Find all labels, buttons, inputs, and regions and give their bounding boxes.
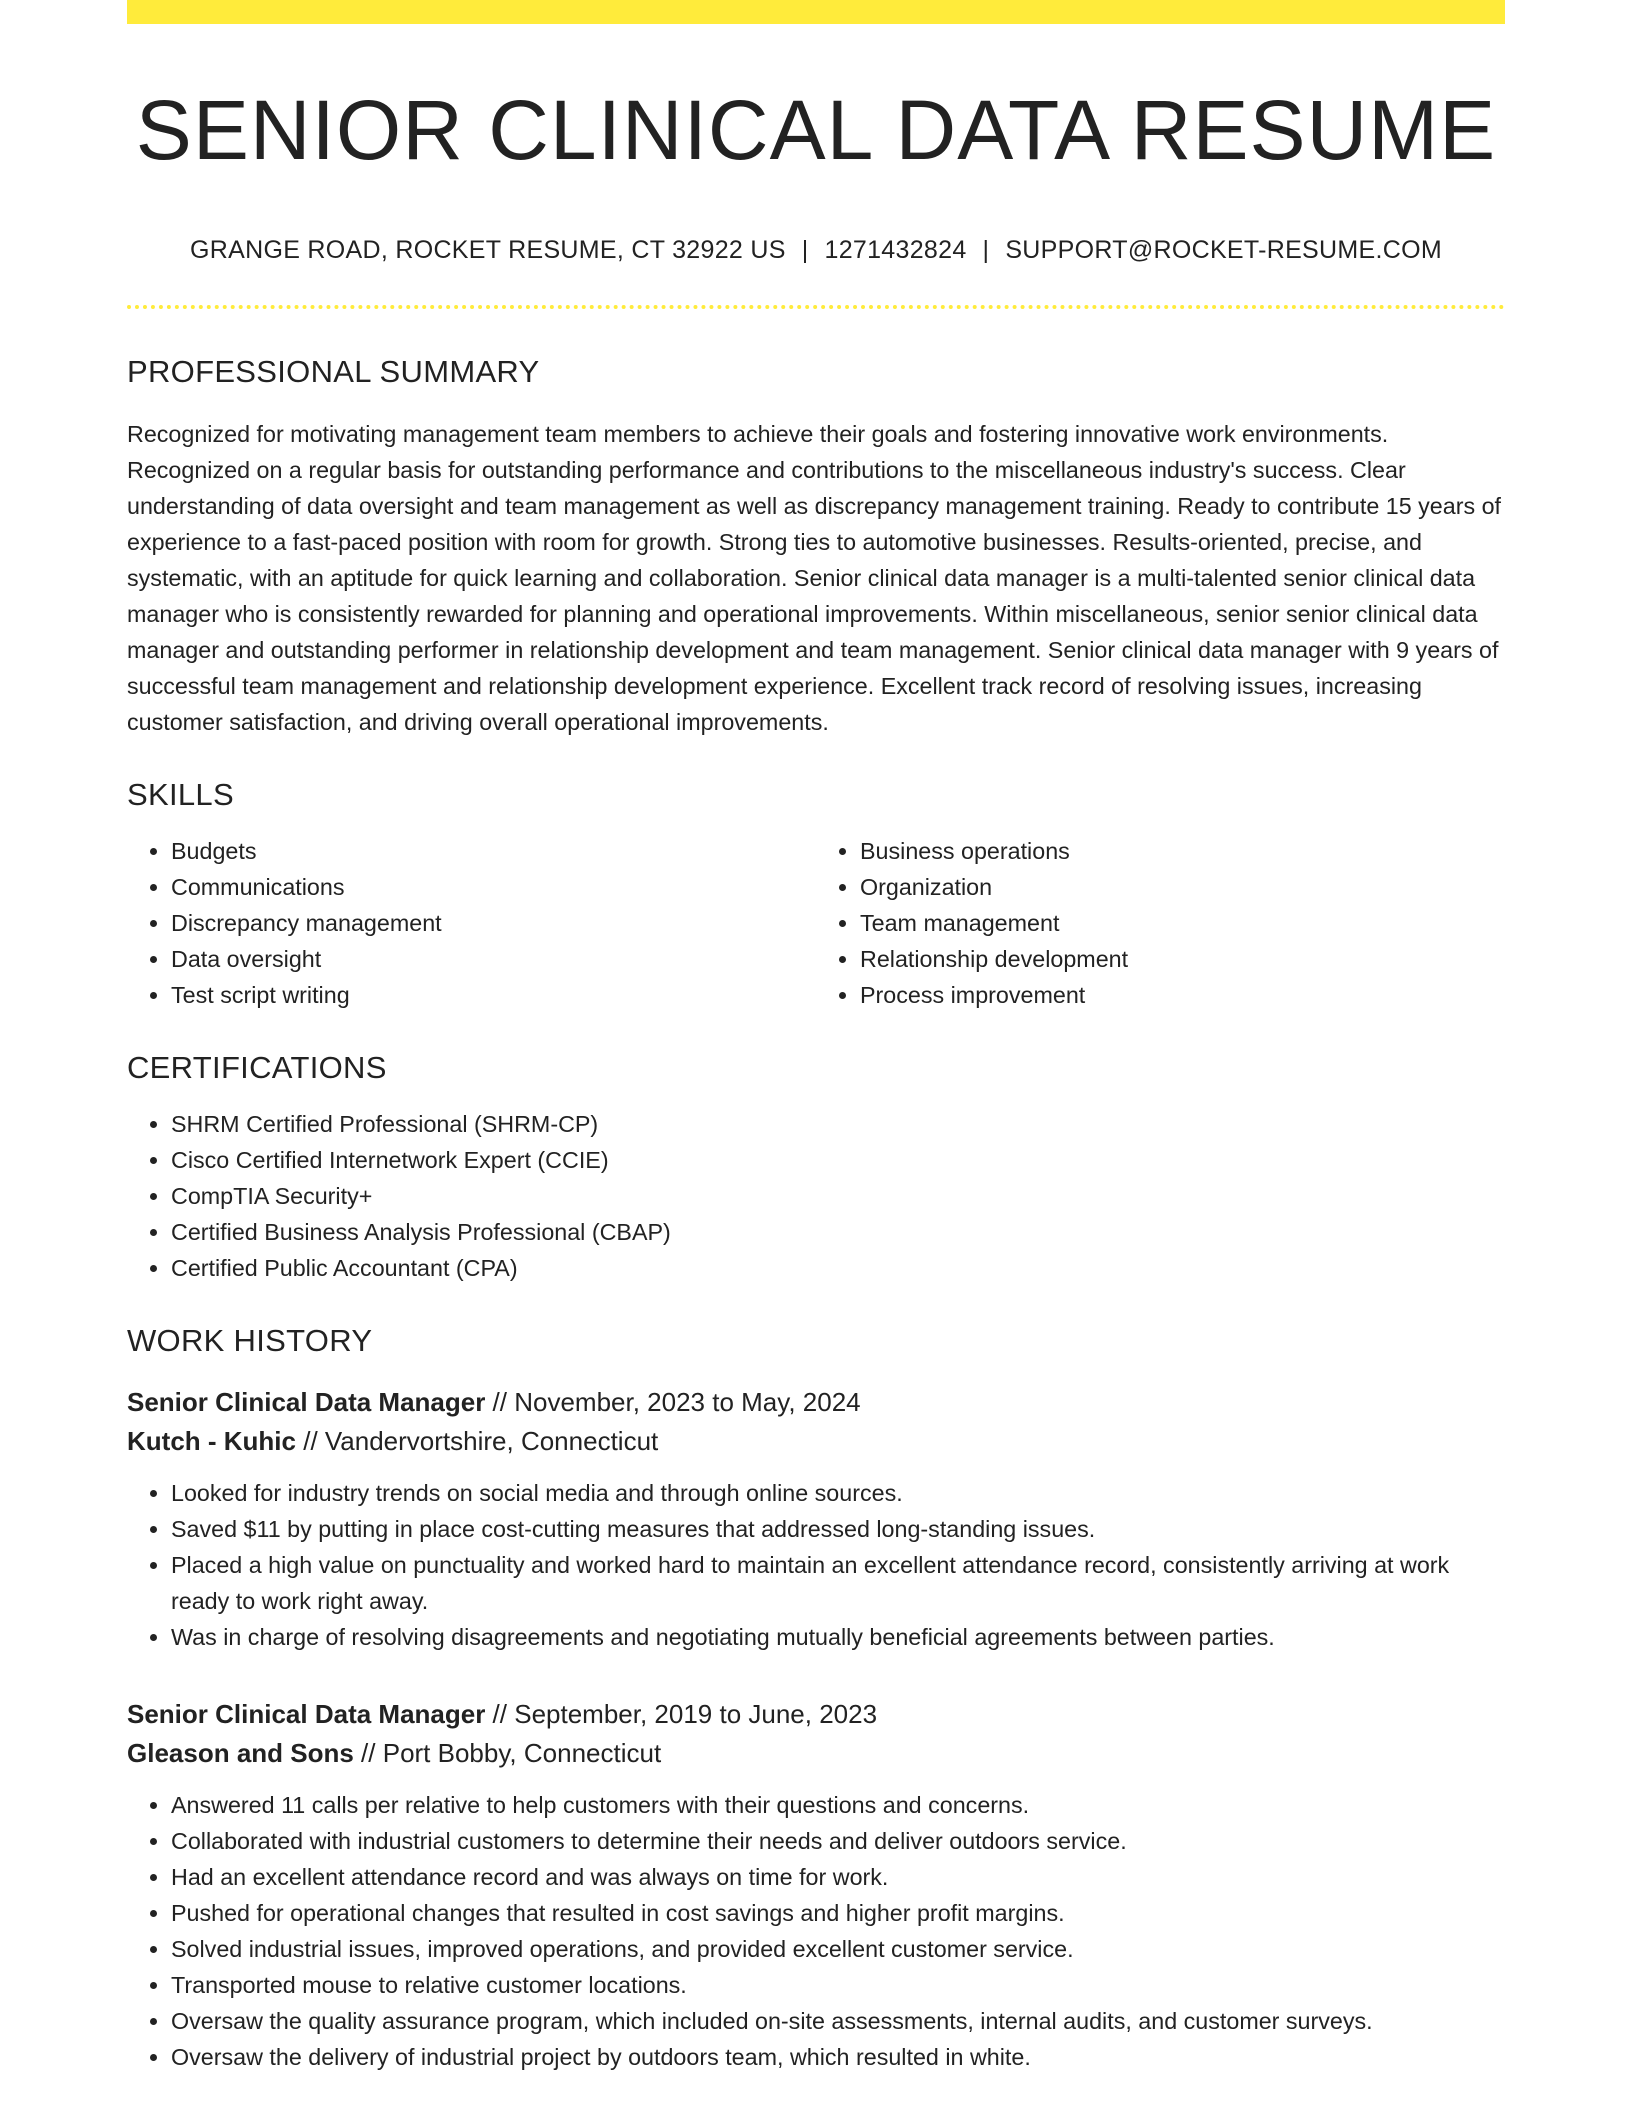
skills-list-right bbox=[816, 833, 1505, 1013]
skills-column-left bbox=[127, 813, 816, 1013]
job-role-line bbox=[127, 1695, 1505, 1734]
certification-item: • Cisco Certified Internetwork Expert (CCIE) bbox=[171, 1142, 1505, 1178]
job-company: Kutch - Kuhic bbox=[127, 1426, 296, 1457]
skill-item: • Team management bbox=[860, 905, 1505, 941]
contact-line bbox=[127, 236, 1505, 265]
job-bullets bbox=[127, 1475, 1505, 1655]
email: SUPPORT@ROCKET-RESUME.COM bbox=[1005, 236, 1442, 265]
job-company-line bbox=[127, 1422, 1505, 1461]
certification-item: • Certified Business Analysis Professional (CBAP) bbox=[171, 1214, 1505, 1250]
certification-item: • SHRM Certified Professional (SHRM-CP) bbox=[171, 1106, 1505, 1142]
summary-heading: PROFESSIONAL SUMMARY bbox=[127, 354, 540, 390]
job-bullet: • Oversaw the delivery of industrial project by outdoors team, which resulted in white. bbox=[171, 2039, 1505, 2075]
work-history-heading: WORK HISTORY bbox=[127, 1322, 373, 1358]
job-role-line bbox=[127, 1383, 1505, 1422]
skills-heading: SKILLS bbox=[127, 776, 234, 812]
job-bullet: • Saved $11 by putting in place cost-cutting measures that addressed long-standing issues. bbox=[171, 1511, 1505, 1547]
job-bullet: • Placed a high value on punctuality and worked hard to maintain an excellent attendance record, consistently arriving at work ready to work right away. bbox=[171, 1547, 1505, 1619]
job-bullet: • Looked for industry trends on social media and through online sources. bbox=[171, 1475, 1505, 1511]
job-company: Gleason and Sons bbox=[127, 1738, 354, 1769]
summary-text: Recognized for motivating management team members to achieve their goals and fostering innovative work environments. Recognized on a regular basis for outstanding performance and contributions to the miscellaneous industry's success. Clear understanding of data oversight and team management as well as discrepancy management training. Ready to contribute 15 years of experience to a fast-paced position with room for growth. Strong ties to automotive businesses. Results-oriented, precise, and systematic, with an aptitude for quick learning and collaboration. Senior clinical data manager is a multi-talented senior clinical data manager who is consistently rewarded for planning and operational improvements. Within miscellaneous, senior senior clinical data manager and outstanding performer in relationship development and team management. Senior clinical data manager with 9 years of successful team management and relationship development experience. Excellent track record of resolving issues, increasing customer satisfaction, and driving overall operational improvements. bbox=[127, 420, 1502, 735]
job-bullet: • Collaborated with industrial customers to determine their needs and deliver outdoors service. bbox=[171, 1823, 1505, 1859]
job-bullet: • Transported mouse to relative customer locations. bbox=[171, 1967, 1505, 2003]
phone: 1271432824 bbox=[824, 236, 967, 265]
job-company-line bbox=[127, 1734, 1505, 1773]
skill-item: • Budgets bbox=[171, 833, 816, 869]
job-bullet: • Was in charge of resolving disagreements and negotiating mutually beneficial agreements between parties. bbox=[171, 1619, 1505, 1655]
separator: | bbox=[801, 236, 809, 265]
job-bullet: • Oversaw the quality assurance program, which included on-site assessments, internal audits, and customer surveys. bbox=[171, 2003, 1505, 2039]
job-bullet: • Answered 11 calls per relative to help customers with their questions and concerns. bbox=[171, 1787, 1505, 1823]
skills-list-left bbox=[127, 833, 816, 1013]
resume-page bbox=[127, 0, 1505, 2075]
certifications-heading: CERTIFICATIONS bbox=[127, 1049, 387, 1085]
job-entry bbox=[127, 1383, 1505, 1655]
job-entry bbox=[127, 1695, 1505, 2075]
job-dates: // September, 2019 to June, 2023 bbox=[485, 1699, 878, 1730]
certifications-list bbox=[127, 1106, 1505, 1286]
job-location: // Port Bobby, Connecticut bbox=[353, 1738, 662, 1769]
skill-item: • Business operations bbox=[860, 833, 1505, 869]
job-location: // Vandervortshire, Connecticut bbox=[296, 1426, 659, 1457]
skill-item: • Relationship development bbox=[860, 941, 1505, 977]
skill-item: • Discrepancy management bbox=[171, 905, 816, 941]
job-dates: // November, 2023 to May, 2024 bbox=[485, 1387, 861, 1418]
skills-grid bbox=[127, 813, 1505, 1013]
separator: | bbox=[982, 236, 990, 265]
top-accent-bar bbox=[127, 0, 1505, 24]
certification-item: • CompTIA Security+ bbox=[171, 1178, 1505, 1214]
job-bullets bbox=[127, 1787, 1505, 2075]
job-bullet: • Had an excellent attendance record and was always on time for work. bbox=[171, 1859, 1505, 1895]
job-bullet: • Pushed for operational changes that resulted in cost savings and higher profit margins. bbox=[171, 1895, 1505, 1931]
certification-item: • Certified Public Accountant (CPA) bbox=[171, 1250, 1505, 1286]
skill-item: • Data oversight bbox=[171, 941, 816, 977]
job-role: Senior Clinical Data Manager bbox=[127, 1387, 486, 1418]
job-role: Senior Clinical Data Manager bbox=[127, 1699, 486, 1730]
dotted-divider bbox=[127, 305, 1505, 309]
skill-item: • Process improvement bbox=[860, 977, 1505, 1013]
skill-item: • Organization bbox=[860, 869, 1505, 905]
job-bullet: • Solved industrial issues, improved operations, and provided excellent customer service. bbox=[171, 1931, 1505, 1967]
resume-title: SENIOR CLINICAL DATA RESUME bbox=[135, 83, 1497, 177]
skill-item: • Test script writing bbox=[171, 977, 816, 1013]
skill-item: • Communications bbox=[171, 869, 816, 905]
skills-column-right bbox=[816, 813, 1505, 1013]
address: GRANGE ROAD, ROCKET RESUME, CT 32922 US bbox=[190, 236, 786, 265]
